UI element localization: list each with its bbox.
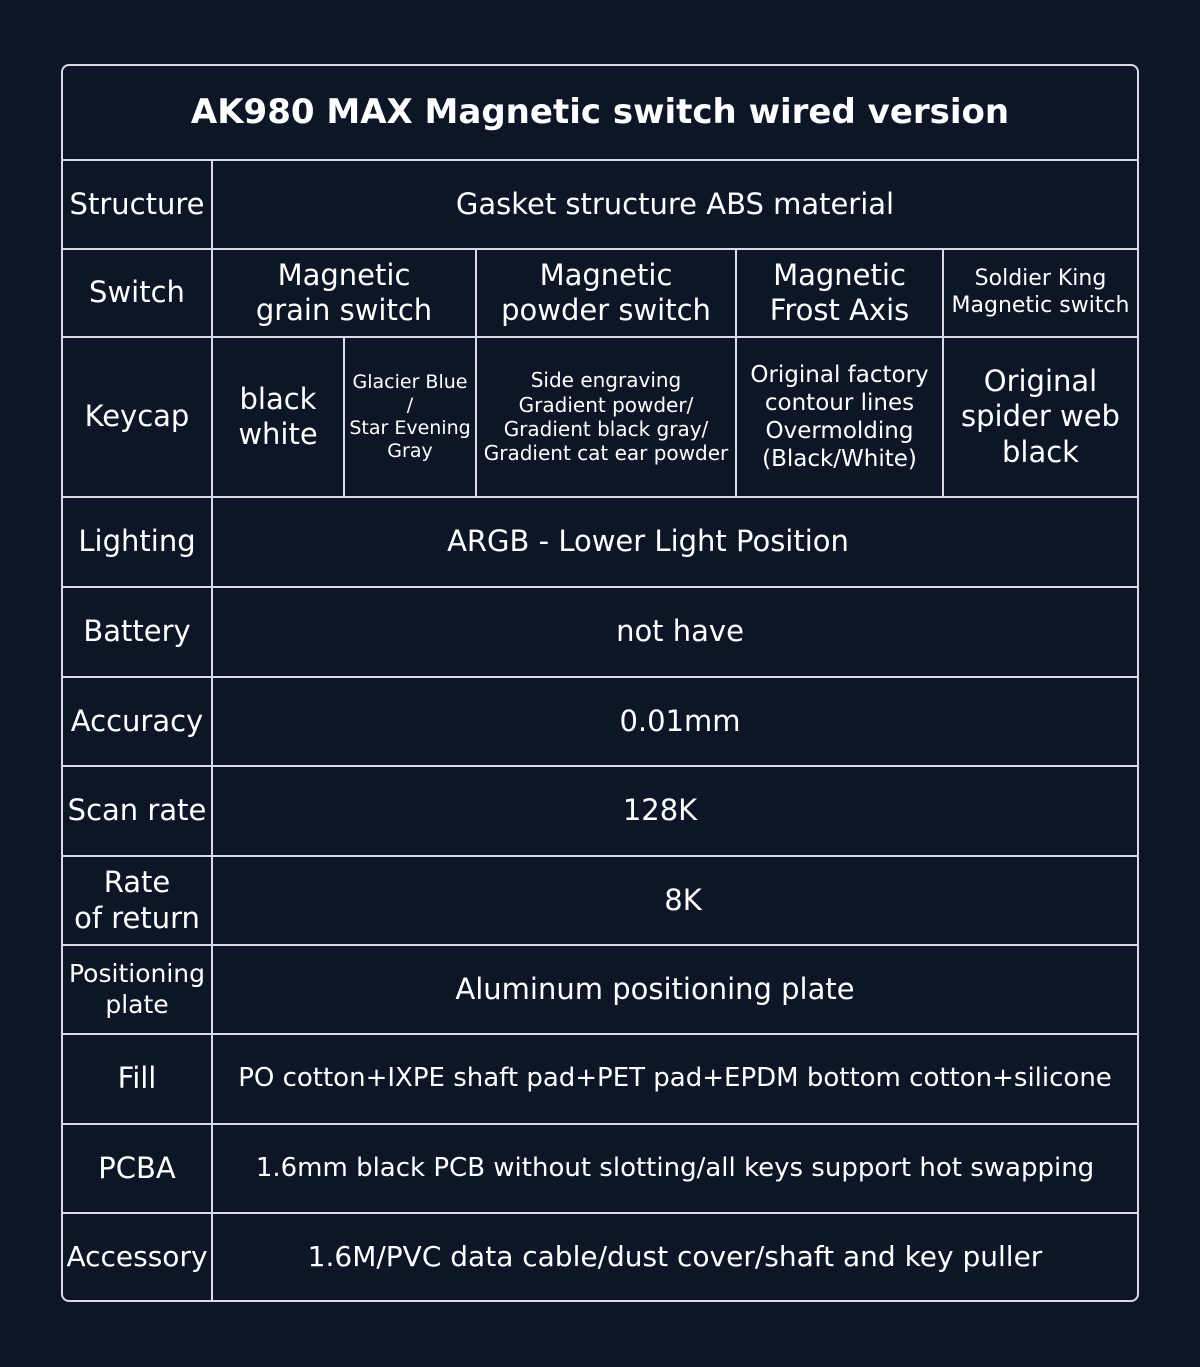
structure-value: Gasket structure ABS material <box>455 186 895 221</box>
scan-rate-label: Scan rate <box>67 793 207 828</box>
scan-rate-value: 128K <box>622 793 698 828</box>
accuracy-label: Accuracy <box>70 703 204 738</box>
fill-value: PO cotton+IXPE shaft pad+PET pad+EPDM bottom cotton+silicone <box>238 1063 1112 1094</box>
keycap-option-glacier-blue: Glacier Blue / Star Evening Gray <box>349 370 471 463</box>
return-rate-value: 8K <box>664 882 702 917</box>
battery-value: not have <box>616 614 744 649</box>
accessory-label: Accessory <box>66 1239 208 1273</box>
battery-label: Battery <box>83 614 191 649</box>
positioning-plate-label: Positioning plate <box>69 959 205 1019</box>
switch-option-grain: Magnetic grain switch <box>255 257 433 327</box>
keycap-option-side-engraving: Side engraving Gradient powder/ Gradient black gray/ Gradient cat ear powder <box>483 368 729 466</box>
switch-option-frost: Magnetic Frost Axis <box>769 257 910 327</box>
fill-label: Fill <box>117 1061 157 1096</box>
accuracy-value: 0.01mm <box>619 703 741 738</box>
return-rate-label: Rate of return <box>74 865 200 935</box>
pcba-label: PCBA <box>98 1150 176 1185</box>
lighting-value: ARGB - Lower Light Position <box>447 524 849 559</box>
spec-table <box>61 64 1139 1302</box>
accessory-value: 1.6M/PVC data cable/dust cover/shaft and key puller <box>307 1239 1043 1273</box>
keycap-option-original-factory: Original factory contour lines Overmolding (Black/White) <box>750 361 929 473</box>
switch-label: Switch <box>89 275 185 310</box>
lighting-label: Lighting <box>78 524 196 559</box>
switch-option-soldier-king: Soldier King Magnetic switch <box>951 266 1130 318</box>
structure-label: Structure <box>69 186 205 221</box>
switch-option-powder: Magnetic powder switch <box>501 257 711 327</box>
positioning-plate-value: Aluminum positioning plate <box>455 971 855 1006</box>
keycap-label: Keycap <box>84 399 190 434</box>
keycap-option-black-white: black white <box>238 381 318 451</box>
pcba-value: 1.6mm black PCB without slotting/all keys support hot swapping <box>255 1152 1095 1183</box>
keycap-option-spider-web: Original spider web black <box>961 363 1120 469</box>
table-title: AK980 MAX Magnetic switch wired version <box>190 91 1010 132</box>
